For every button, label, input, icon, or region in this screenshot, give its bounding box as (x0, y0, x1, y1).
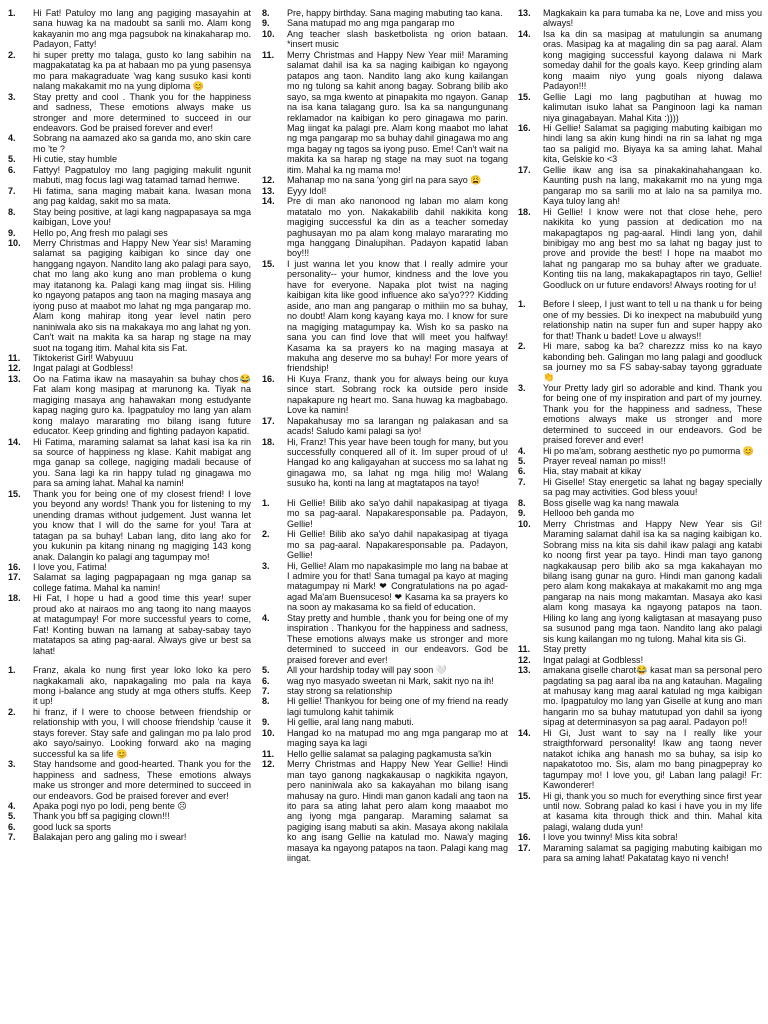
item-message: Ingat palagi at Godbless! (543, 654, 644, 665)
list-item (262, 18, 508, 28)
item-number: 2. (518, 341, 526, 352)
item-number: 8. (518, 497, 526, 508)
message-list (262, 498, 508, 864)
item-number: 10. (262, 727, 275, 738)
item-message: wag nyo masyado sweetan ni Mark, sakit nyo na ih! (287, 675, 494, 686)
list-item (8, 154, 251, 164)
list-item (262, 686, 508, 696)
item-message: Apaka pogi nyo po lodi, peng bente ☹ (33, 800, 187, 811)
list-item (8, 832, 251, 842)
item-message: Merry Christmas and Happy New Year mii! Maraming salamat dahil isa ka sa naging kaibigan ko ngayong patapos ang taon. Nandito lang ako kung kailangan mo ng tulong sa kahit anong bagay. Sobrang bilib ako sayo, sa mga kwento at pinapakita mo ngayon. Ganap na isa kana talagang guro. Isa ka sa nangungunang reklamador na kaibigan ko pero ginagawa mo parin. Mag iingat ka palagi pre. Alam kong maabot mo lahat ng mga pangarap mo sa buhay dahil ginagawa mo ang mga bagay ng tagos sa iyong puso. Eme! Can't wait na makita ka sa harap ng stage na may suot na togang itim. Mahal ka ng mama mo! (287, 49, 508, 175)
list-item (8, 92, 251, 134)
item-message: Hello gellie salamat sa palaging pagkamusta sa'kin (287, 748, 492, 759)
column-left (8, 8, 251, 852)
item-number: 8. (262, 696, 270, 707)
item-number: 2. (262, 529, 270, 540)
list-item (262, 50, 508, 175)
item-message: Stay pretty and humble , thank you for being one of my inspiration . Thankyou for the happiness and sadness, These emotions always make us stronger and more determined to succeed in our endeavors. God be praised forever and ever! (287, 612, 508, 665)
item-number: 18. (262, 436, 275, 447)
item-message: Sana matupad mo ang mga pangarap mo (287, 18, 455, 29)
list-item (8, 489, 251, 562)
list-item (262, 676, 508, 686)
item-message: Hi, Gellie! Alam mo napakasimple mo lang na babae at I admire you for that! Sana tumagal pa kayo at maging matagumpay ni Mark! ❤ Congratulations na po agad-agad Ma'am Buensuceso! ❤ Kasama ka sa prayers ko na soon ay makasama ko sa field of education. (287, 560, 508, 613)
list-item (518, 477, 762, 498)
item-message: I just wanna let you know that I really admire your personality-- your humor, kindness and the love you have for everyone. Napaka plot twist na naging kaibigan kita like good influence ako sa'yo??? Kidding aside, ano man ang pangarap o mithiin mo sa buhay, no doubt! Alam kong kayang kaya mo. I know for sure na magiging matagumpay ka. Wish ko sa pasko na sana you can find love that will meet you halfway! Kasama ka sa prayers ko na maging masaya at makuha ang deserve mo sa buhay! For more years of friendship! (287, 258, 508, 374)
list-item (8, 707, 251, 759)
item-message: Maraming salamat sa pagiging mabuting kaibigan mo para sa aming lahat! Pakatatag kayo ni vench! (543, 842, 762, 864)
item-message: Mahanap mo na sana 'yong girl na para sayo 😩 (287, 175, 482, 186)
list-item (262, 416, 508, 437)
list-item (8, 207, 251, 228)
list-item (518, 655, 762, 665)
item-number: 17. (518, 842, 531, 853)
list-item (8, 50, 251, 92)
list-item (262, 498, 508, 529)
item-number: 16. (518, 832, 531, 843)
item-number: 4. (518, 445, 526, 456)
item-number: 5. (8, 154, 16, 165)
list-item (262, 8, 508, 18)
list-item (518, 446, 762, 456)
item-message: Gellie ikaw ang isa sa pinakakinahahangaan ko. Kaunting push na lang, makakamit mo na yung mga pangarap mo sa sarili mo at lalo na sa pamilya mo. Kaya tuloy lang ah! (543, 164, 762, 207)
item-message: All your hardship today will pay soon 🤍 (287, 665, 448, 676)
list-item (8, 374, 251, 437)
list-item (8, 363, 251, 373)
item-number: 13. (518, 665, 531, 676)
list-item (262, 717, 508, 727)
item-number: 2. (8, 49, 16, 60)
item-number: 6. (8, 164, 16, 175)
item-message: Hi Giselle! Stay energetic sa lahat ng bagay specially sa pag may activities. God bless youu! (543, 476, 762, 498)
list-item (518, 843, 762, 864)
list-item (262, 437, 508, 489)
list-item (262, 749, 508, 759)
item-message: Magkakain ka para tumaba ka ne, Love and miss you always! (543, 8, 762, 29)
list-item (262, 613, 508, 665)
item-number: 9. (518, 508, 526, 519)
item-number: 11. (8, 352, 21, 363)
item-number: 15. (518, 790, 531, 801)
item-number: 1. (518, 299, 526, 310)
item-number: 17. (262, 415, 275, 426)
item-message: Hi gi, thank you so much for everything since first year until now. Sobrang palad ko kasi i have you in my life at kasama kita through thick and thin. Mahal kita palagi, walang duda yun! (543, 790, 762, 832)
item-number: 14. (518, 28, 531, 39)
item-message: Pre, happy birthday. Sana maging mabuting tao kana. (287, 8, 503, 18)
column-right (518, 8, 762, 873)
item-message: Merry Christmas and Happy New Year sis! Maraming salamat sa pagiging kaibigan ko since day one hanggang ngayon. Nandito lang ako palagi para sayo, chat mo lang ako kung ano man problema o kung may itatanong ka. Palagi kang mag iingat sis. Hiling ko ngayong patapos ang taon na maging masaya ang iyong puso at maabot mo lahat ng mga pangarap mo. Alam kong mahirap itong year level natin pero naniniwala ako sis na makakaya mo ang lahat ng yon. Can't wait na makita ka sa harap ng stage na may suot na togang itim. Mahal kita sis Fat. (33, 237, 251, 353)
item-number: 5. (8, 811, 16, 822)
message-list (262, 8, 508, 489)
list-item (262, 529, 508, 560)
item-message: Hi Fat! Patuloy mo lang ang pagiging masayahin at sana huwag ka na madoubt sa sarili mo. Alam kong kakayanin mo ang mga pagsubok na kinakaharap mo. Padayon, Fatty! (33, 8, 251, 50)
item-number: 4. (8, 800, 16, 811)
list-item (8, 238, 251, 353)
list-item (8, 665, 251, 707)
item-message: Pre di man ako nanonood ng laban mo alam kong matatalo mo yon. Nakakabilib dahil nakikita kong magiging successful ka din as a teacher someday paghusayan mo pa alam kong malayo mararating mo mga hanggang Dinalupihan. Padayon kapatid laban boy!!! (287, 196, 508, 259)
item-message: Thank you bff sa pagiging clown!!! (33, 811, 170, 822)
item-number: 5. (518, 456, 526, 467)
item-message: Fattyy! Pagpatuloy mo lang pagiging makulit ngunit mabuti, mag focus lagi wag tatamad tamad hemwe. (33, 164, 251, 186)
list-item (518, 832, 762, 842)
item-number: 7. (518, 476, 526, 487)
list-item (518, 508, 762, 518)
item-message: Tiktokerist Girl! Wabyuuu (33, 352, 134, 363)
list-item (8, 228, 251, 238)
item-message: Ang teacher slash basketbolista ng orion bataan. *insert music (287, 28, 508, 50)
item-number: 13. (262, 185, 275, 196)
item-message: Gellie Lagi mo lang pagbutihan at huwag mo kalimutan isuko lahat sa Panginoon lagi ka naman niya ginagabayan. Mahal Kita :)))) (543, 91, 762, 123)
item-number: 1. (262, 497, 270, 508)
item-message: good luck sa sports (33, 821, 111, 832)
item-number: 7. (8, 832, 16, 843)
item-number: 7. (262, 686, 270, 696)
message-list (8, 665, 251, 843)
message-list (8, 8, 251, 656)
item-message: Hi gellie! Thankyou for being one of my friend na ready lagi tumulong kahit tahimik (287, 696, 508, 717)
item-message: Hi Gi, Just want to say na I really like your straigthforward personality! Ikaw ang taong never natakot ichika ang hanash mo sa buhay, sa isip ko napakatotoo mo. Sis, alam mo bang pinagpepray ko tagumpay mo! I love you, gi! Laban lang palagi! Fr: Kawonderer! (543, 727, 762, 791)
list-item (8, 572, 251, 593)
list-item (8, 133, 251, 154)
list-item (8, 437, 251, 489)
item-number: 15. (518, 91, 531, 102)
item-number: 12. (262, 759, 275, 770)
item-message: Hi Gellie! Salamat sa pagiging mabuting kaibigan mo hindi lang sa akin kung hindi na rin sa lahat ng mga tao sa paligid mo. Biyaya ka sa aming lahat. Mahal kita, Gelskie ko <3 (543, 122, 762, 165)
item-message: Hi, Franz! This year have been tough for many, but you successfully conquered all of it. Im super proud of u! Hangad ko ang kaligayahan at success mo sa lahat ng ginagawa mo, sa lahat ng mga hilig mo! Walang susuko ha, konti na lang at magtatapos na tayo! (287, 436, 508, 489)
list-item (518, 665, 762, 728)
list-item (262, 759, 508, 864)
item-message: hi franz, if I were to choose between friendship or relationship with you, I will choose friendship 'cause it stays forever. Stay safe and galingan mo pa lalo prod ako sayo/sainyo. Looking forward ako na maging successful ka sa life 😊 (33, 706, 251, 759)
list-item (8, 822, 251, 832)
list-item (8, 801, 251, 811)
item-message: Stay pretty (543, 644, 587, 655)
list-item (262, 175, 508, 185)
item-message: Hi Gellie! I know were not that close hehe, pero nakikita ko yung passion at dedication mo na makapagtapos ng pag-aaral. Hindi lang yon, dahil binibigay mo ang best mo sa lahat ng bagay just to prove and provide the best! I hope na maabot mo lahat ng pangarap mo sa buhay after we graduate. Konting tiis na lang, makakapagtapos rin tayo, Gellie! Goodluck on ur future endavors! Always rooting for u! (543, 206, 762, 290)
item-number: 3. (262, 560, 270, 571)
item-message: Merry Christmas and Happy New Year Gellie! Hindi man tayo ganong nagkakausap o nagkikita ngayon, pero naniniwala ako sa kakayahan mo bilang isang mahusay na guro. Hindi man ganon kadali ang taon na ito para sa ating lahat pero alam kong maaabot mo ang iyong mga pangarap. Maraming salamat sa pagiging isang mabuti sa akin. Masaya akong nakilala ko ang isang Gellie na katulad mo. Nawa'y maging masaya ka ngayong patapos na taon. Palagi kang mag iingat. (287, 759, 508, 864)
item-number: 11. (518, 644, 531, 655)
item-number: 6. (262, 675, 270, 686)
item-message: Napakahusay mo sa larangan ng palakasan and sa acads! Saludo kami palagi sa iyo! (287, 415, 508, 437)
list-item (8, 353, 251, 363)
list-item (518, 341, 762, 383)
item-number: 16. (518, 122, 531, 133)
item-number: 9. (262, 18, 270, 29)
item-message: Isa ka din sa masipag at matulungin sa anumang oras. Masipag ka at magaling din sa pag aaral. Alam kong magiging successful kayong dalawa ni Mark someday dahil for the goals kayo. Keep grinding alam kong maaim niyo yung goals niyong dalawa Padayon!!! (543, 28, 762, 92)
item-number: 5. (262, 665, 270, 676)
item-number: 4. (262, 612, 270, 623)
item-message: Oo na Fatima ikaw na masayahin sa buhay chos😂 Fat alam kong masipag at marunong ka. Tiyak na magiging masaya ang hahawakan mong estudyante kapag naging guro ka. Ipagpatuloy mo lang yan alam kong malayo mararating mo bilang isang future educator. Keep grinding and fighting padayon kapatid. (33, 373, 251, 437)
item-number: 2. (8, 706, 16, 717)
item-message: Franz, akala ko nung first year loko loko ka pero nagkakamali ako, napakagaling mo pala na kaya mong i-balance ang study at mga others stuffs. Keep it up! (33, 665, 251, 707)
item-message: Salamat sa laging pagpapagaan ng mga ganap sa college fatima. Mahal ka namin! (33, 572, 251, 593)
list-item (262, 186, 508, 196)
list-item (518, 92, 762, 123)
item-number: 12. (262, 175, 275, 186)
item-message: Hi gellie, aral lang nang mabuti. (287, 717, 414, 728)
item-message: Thank you for being one of my closest friend! I love you beyond any words! Thank you for listening to my unending dramas without judgement. Just wanna let you know that I will do the same for you! Tara at tatagan pa sa buhay! Laban lang, dito lang ako for you kukunin pa kitang ninang ng magiging 143 kong anak. Dalangin ko palagi ang tagumpay mo! (33, 488, 251, 562)
list-item (518, 29, 762, 92)
list-item (262, 374, 508, 416)
list-item (262, 696, 508, 717)
item-message: I love you, Fatima! (33, 562, 107, 573)
list-item (8, 562, 251, 572)
item-message: Hi po ma'am, sobrang aesthetic nyo po pumorma 😊 (543, 445, 755, 456)
item-number: 1. (8, 665, 16, 676)
item-number: 10. (8, 237, 21, 248)
item-message: Sobrang na aamazed ako sa ganda mo, ano skin care mo 'te ? (33, 133, 251, 154)
item-message: Hi Fat, I hope u had a good time this year! super proud ako at nairaos mo ang taong ito nang maayos at matagumpay! For more successful years to come, Fat! Konting buwan na lamang at sabay-sabay tayo matatapos sa ating pag-aaral. Always give ur best sa lahat! (33, 593, 251, 656)
item-number: 9. (8, 227, 16, 238)
list-item (262, 259, 508, 374)
item-number: 18. (518, 206, 531, 217)
item-number: 1. (8, 8, 16, 18)
item-number: 12. (8, 363, 21, 374)
item-message: Merry Christmas and Happy New Year sis Gi! Maraming salamat dahil isa ka sa naging kaibigan ko. Sobrang miss na kita sis dahil ikaw palagi ang katabi ko noong first year pa tayo. Hindi man tayo ganong nagkakausap pero bilib ako sa mga kakahayan mo bilang isang gunar na guro. Hindi man ganong kadali pero alam kong makakaya at makakamit mo ang mga pangarap na nais mong makamtan. Masaya ako kasi alam kong masaya ka ngayong patapos na taon. Hiling ko lang ang iyong kaligtasan at masayang puso sa susunod pang mga taon. Nandito lang ako palagi sis kung kailangan mo ng tulong. Mahal kita sis Gi. (543, 518, 762, 644)
item-number: 16. (8, 562, 21, 573)
item-message: Hangad ko na matupad mo ang mga pangarap mo at maging saya ka lagi (287, 727, 508, 749)
list-item (518, 165, 762, 207)
item-number: 14. (518, 727, 531, 738)
item-number: 3. (8, 759, 16, 770)
item-message: Hi cutie, stay humble (33, 154, 117, 165)
list-item (518, 456, 762, 466)
item-message: Balakajan pero ang galing mo i swear! (33, 832, 187, 843)
list-item (518, 791, 762, 833)
item-number: 3. (8, 91, 16, 102)
list-item (262, 196, 508, 259)
list-item (518, 207, 762, 291)
item-message: I love you twinny! Miss kita sobra! (543, 832, 678, 843)
list-item (8, 8, 251, 50)
item-number: 11. (262, 748, 275, 759)
item-message: Hi Fatima, maraming salamat sa lahat kasi isa ka rin sa source of happiness ng klase. Kahit mabigat ang mga ganap sa college, nagiging madali because of you. Sana lagi ka rin happy tulad ng ginagawa mo para sa aming lahat. Mahal ka namin! (33, 436, 251, 489)
item-message: Stay handsome and good-hearted. Thank you for the happiness and sadness, These emotions always make us stronger and more determined to succeed in our endeavors. God be praised forever and ever! (33, 759, 251, 801)
list-item (518, 383, 762, 446)
item-number: 4. (8, 133, 16, 144)
item-number: 15. (262, 258, 275, 269)
list-item (8, 186, 251, 207)
item-message: Your Pretty lady girl so adorable and kind. Thank you for being one of my inspiration and part of my journey. Thank you for the happiness and sadness, These emotions always make us stronger and more determined to succeed in our endeavors. God be praised forever and ever! (543, 382, 762, 446)
list-item (8, 593, 251, 656)
list-item (518, 519, 762, 644)
item-message: Hia, stay mabait at kikay (543, 466, 642, 477)
item-message: Hi fatima, sana maging mabait kana. Iwasan mona ang pag kaldag, sakit mo sa mata. (33, 185, 251, 207)
list-item (518, 123, 762, 165)
list-item (262, 29, 508, 50)
item-number: 6. (8, 821, 16, 832)
item-number: 9. (262, 717, 270, 728)
message-list (518, 299, 762, 863)
list-item (8, 811, 251, 821)
list-item (518, 644, 762, 654)
item-message: Hi Kuya Franz, thank you for always being our kuya since start. Sobrang rock ka outside pero inside napakapure ng heart mo. Sana huwag ka magbabago. Love ka namin! (287, 373, 508, 416)
list-item (518, 728, 762, 791)
item-number: 17. (8, 572, 21, 583)
item-message: Hi mare, sabog ka ba? charezzz miss ko na kayo kabonding beh. Galingan mo lang palagi and goodluck sa journey mo sa FS sabay-sabay tayong ggraduate 👏 (543, 341, 762, 383)
list-item (262, 665, 508, 675)
item-message: Hello po, Ang fresh mo palagi ses (33, 227, 168, 238)
list-item (518, 466, 762, 476)
item-message: stay strong sa relationship (287, 686, 393, 696)
list-item (518, 498, 762, 508)
item-message: Ingat palagi at Godbless! (33, 363, 134, 374)
item-message: Hellooo beh ganda mo (543, 508, 635, 519)
item-number: 16. (262, 373, 275, 384)
item-number: 3. (518, 382, 526, 393)
list-item (518, 299, 762, 341)
list-item (8, 759, 251, 801)
item-number: 17. (518, 164, 531, 175)
item-number: 8. (262, 8, 270, 18)
item-number: 13. (8, 373, 21, 384)
column-middle (262, 8, 508, 873)
item-message: Eyyy Idol! (287, 185, 327, 196)
list-item (518, 8, 762, 29)
item-message: Hi Gellie! Bilib ako sa'yo dahil napakasipag at tiyaga mo sa pag-aaral. Napakaresponsable pa. Padayon, Gellie! (287, 529, 508, 561)
list-item (262, 728, 508, 749)
item-message: Stay pretty and cool . Thank you for the happiness and sadness, These emotions always make us stronger and more determined to succeed in our endeavors. God be praised forever and ever! (33, 91, 251, 133)
item-message: Prayer reveal naman po miss!! (543, 456, 666, 467)
item-message: Before I sleep, I just want to tell u na thank u for being one of my bessies. Di ko inexpect na mabubuild yung relationship natin na super fun and super happy ako for that! Thank u badet! Love u always!! (543, 299, 762, 341)
item-number: 13. (518, 8, 531, 18)
item-number: 18. (8, 593, 21, 604)
item-number: 11. (262, 49, 275, 60)
item-number: 10. (262, 28, 275, 39)
message-list (518, 8, 762, 290)
item-number: 8. (8, 206, 16, 217)
item-message: Stay being positive, at lagi kang nagpapasaya sa mga kaibigan, Love you! (33, 206, 251, 228)
item-message: hi super pretty mo talaga, gusto ko lang sabihin na magpakatatag ka pa at habaan mo pa yung pasensya mo para makagraduate 'wag kang susuko kasi konti nalang makakamit mo na yung diploma 😊 (33, 49, 251, 92)
item-message: amakana giselle charot😂 kasat man sa personal pero pagdating sa pag aaral iba na ang katauhan. Magaling at mahusay kang mag aaral katulad ng mga kaibigan mo. Ipagpatuloy mo lang yan Giselle at kung ano man hangarin mo sa buhay matutupad yon dahil sa iyong sipag at determinasyon sa pag aaral. Padayon po!! (543, 665, 762, 728)
item-number: 6. (518, 466, 526, 477)
item-message: Hi Gellie! Bilib ako sa'yo dahil napakasipag at tiyaga mo sa pag-aaral. Napakaresponsable pa. Padayon, Gellie! (287, 497, 508, 529)
item-number: 7. (8, 185, 16, 196)
item-number: 10. (518, 518, 531, 529)
list-item (8, 165, 251, 186)
item-number: 14. (262, 196, 275, 207)
item-number: 14. (8, 436, 21, 447)
item-number: 12. (518, 654, 531, 665)
item-message: Boss giselle wag ka nang mawala (543, 497, 679, 508)
item-number: 15. (8, 488, 21, 499)
list-item (262, 561, 508, 613)
